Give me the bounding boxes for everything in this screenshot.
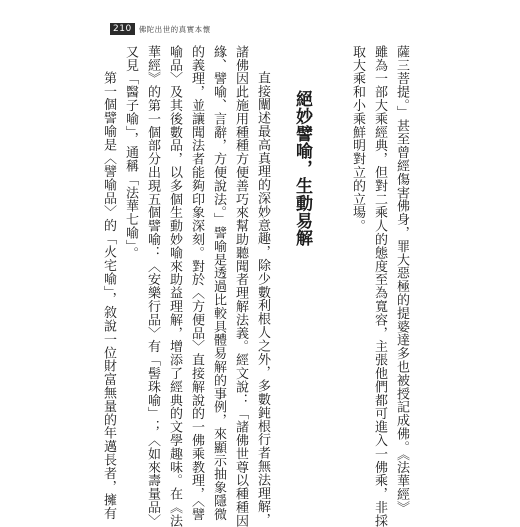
text-column: 緣、譬喻、言辭，方便說法。」譬喻是透過比較具體易解的事例，來顯示抽象隱微 — [211, 45, 226, 521]
text-column: 諸佛因此施用種種方便善巧來幫助聽聞者理解法義。經文說：「諸佛世尊以種種因 — [233, 45, 248, 527]
text-column: 的義理，並讓聞法者能夠印象深刻。對於〈方便品〉直接解說的一佛乘教理，〈譬 — [189, 45, 204, 521]
text-column: 取大乘和小乘鮮明對立的立場。 — [350, 45, 365, 233]
text-column: 薩三菩提。」甚至曾經傷害佛身，罪大惡極的提婆達多也被授記成佛。《法華經》 — [394, 45, 409, 515]
page-number: 210 — [110, 23, 135, 35]
text-column: 華經》的第一個部分出現五個譬喻：〈安樂行品〉有「髻珠喻」；〈如來壽量品〉 — [145, 45, 160, 527]
text-column: 直接闡述最高真理的深妙意趣，除少數利根人之外，多數鈍根行者無法理解， — [255, 71, 270, 527]
running-head: 佛陀出世的真實本懷 — [138, 24, 211, 34]
text-column: 第一個譬喻是〈譬喻品〉的「火宅喻」，敘說一位財富無量的年邁長者，擁有 — [101, 71, 116, 521]
section-heading: 絕妙譬喻，生動易解 — [292, 90, 312, 247]
page-header — [110, 22, 211, 36]
text-column: 雖為一部大乘經典，但對二乘人的態度至為寬容，主張他們都可進入一佛乘，非採 — [372, 45, 387, 527]
text-column: 喻品〉及其後數品，以多個生動妙喻來助益理解，增添了經典的文學趣味。在《法 — [167, 45, 182, 527]
text-column: 又見「醫子喻」，通稱「法華七喻」。 — [123, 45, 138, 260]
